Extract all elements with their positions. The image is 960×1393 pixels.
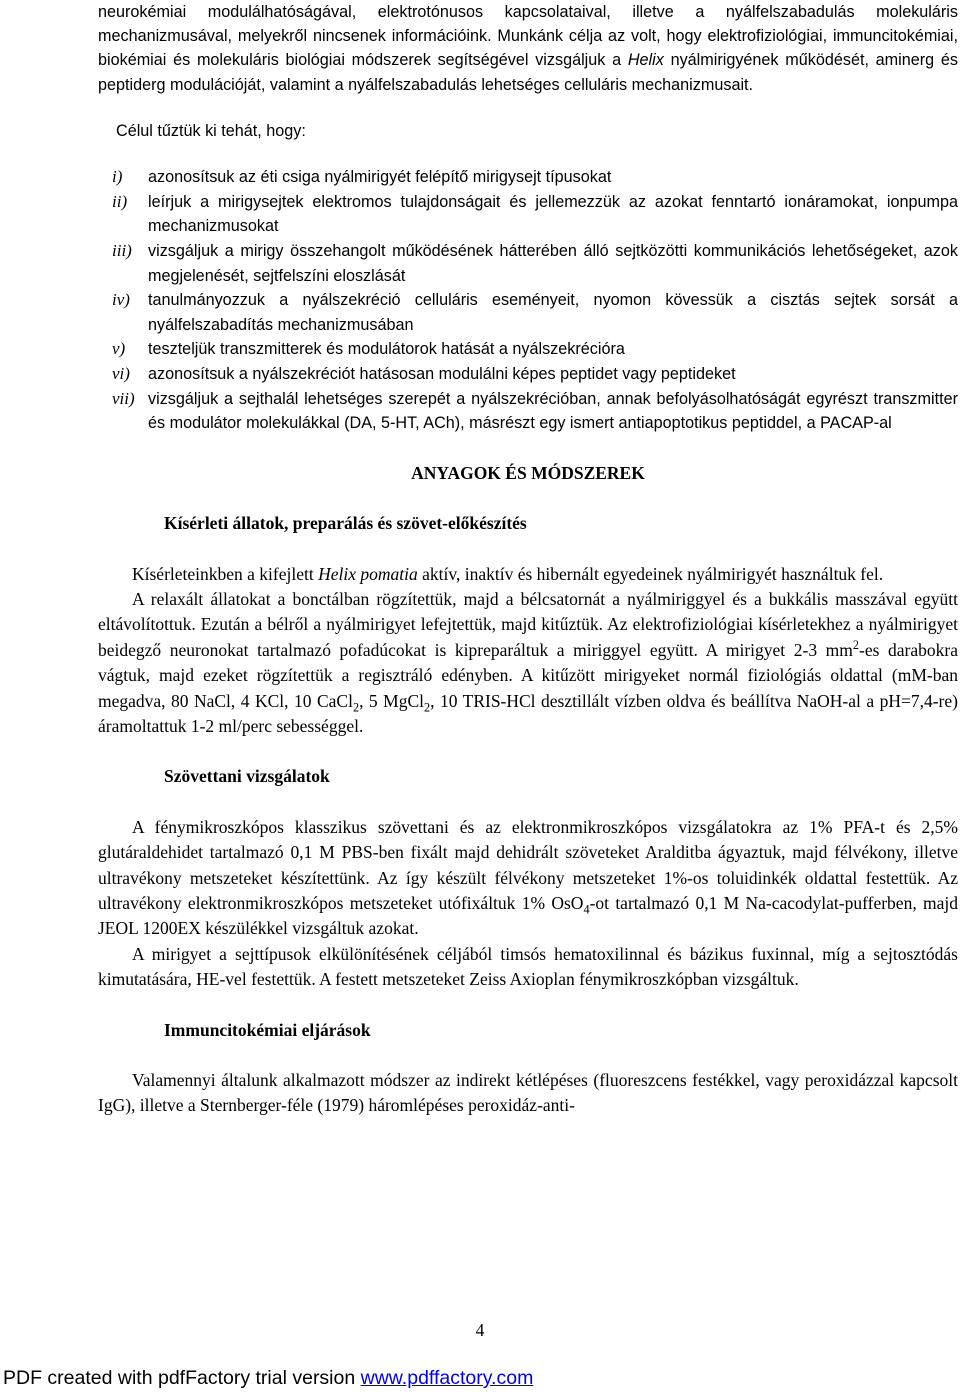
goal-item <box>98 239 958 288</box>
text-span: A relaxált állatokat a bonctálban rögzítettük, majd a bélcsatornát a nyálmiriggyel és a bukkális masszával együtt eltávolítottuk. Ezután a bélről a nyálmirigyet lefejtettük, majd kitűztük. Az elektrofiziológiai kísérletekhez a nyálmirigyet beidegző neuronokat tartalmazó pofadúcokat is kipreparáltuk a miriggyel együtt. A mirigyet 2-3 mm <box>98 588 958 660</box>
paragraph-histology-1 <box>98 815 958 942</box>
goal-text: teszteljük transzmitterek és modulátorok hatását a nyálszekrécióra <box>148 340 625 359</box>
text-span: A fénymikroszkópos klasszikus szövettani és az elektronmikroszkópos vizsgálatokra az 1% PFA-t és 2,5% glutáraldehidet tartalmazó 0,1 M PBS-ben fixált majd dehidrált szöveteket Aralditba ágyaztuk, majd félvékony, illetve ultravékony metszeteket készítettünk. Az így készült félvékony metszeteket 1%-os toluidinkék oldattal festettük. Az ultravékony elektronmikroszkópos metszeteket utófixáltuk 1% OsO <box>98 816 958 914</box>
goal-text: azonosítsuk a nyálszekréciót hatásosan modulálni képes peptidet vagy peptideket <box>148 364 736 383</box>
goal-item <box>98 190 958 239</box>
text-span: -es darabokra vágtuk, majd ezeket rögzítettük a regisztráló edényben. A kitűzött mirigyeket normál fiziológiás oldattal (mM-ban megadva, 80 NaCl, 4 KCl, 10 CaCl <box>98 639 958 711</box>
subsection-title-histology: Szövettani vizsgálatok <box>164 766 330 787</box>
intro-section <box>98 0 958 97</box>
subscript: 4 <box>583 902 590 917</box>
goal-text: azonosítsuk az éti csiga nyálmirigyét felépítő mirigysejt típusokat <box>148 168 612 187</box>
document-page <box>98 0 958 1119</box>
goal-item <box>98 337 958 362</box>
goal-text: vizsgáljuk a sejthalál lehetséges szerepét a nyálszekrécióban, annak befolyásolhatóságát egyrészt transzmitter és modulátor molekulákkal (DA, 5-HT, ACh), másrészt egy ismert antiapoptotikus peptiddel, a PACAP-al <box>148 389 958 433</box>
goal-number: iii) <box>112 241 132 260</box>
page-number: 4 <box>475 1320 485 1340</box>
species-name: Helix pomatia <box>318 563 418 584</box>
text-span: aktív, inaktív és hibernált egyedeinek nyálmirigyét használtuk fel. <box>417 563 884 584</box>
goal-number: vi) <box>112 363 130 383</box>
text-span: , 5 MgCl <box>359 690 424 711</box>
goal-item <box>98 362 958 387</box>
subscript: 2 <box>352 700 360 715</box>
intro-paragraph: neurokémiai modulálhatóságával, elektrotónusos kapcsolataival, illetve a nyálfelszabadulás molekuláris mechanizmusával, melyekről nincsenek információink. Munkánk célja az volt, hogy elektrofiziológiai, immuncitokémiai, biokémiai és molekuláris biológiai módszerek segítségével vizsgáljuk a Helix nyálmirigyének működését, aminerg és peptiderg modulációját, valamint a nyálfelszabadulás lehetséges celluláris mechanizmusait. <box>98 3 958 94</box>
goal-item <box>98 288 958 337</box>
paragraph-animals-1 <box>98 562 958 587</box>
goal-number: iv) <box>112 290 130 310</box>
goal-text: tanulmányozzuk a nyálszekréció celluláris eseményeit, nyomon kövessük a cisztás sejtek sorsát a nyálfelszabadítás mechanizmusában <box>148 291 958 334</box>
subsection-title-animals: Kísérleti állatok, preparálás és szövet-előkészítés <box>164 513 527 534</box>
goal-number: v) <box>112 339 126 359</box>
text-span: Kísérleteinkben a kifejlett <box>132 563 319 584</box>
goal-number: i) <box>112 167 123 187</box>
genus-name: Helix <box>627 51 664 70</box>
pdf-footer <box>3 1366 533 1391</box>
goals-list <box>98 165 958 436</box>
paragraph-histology-2: A mirigyet a sejttípusok elkülönítésének céljából timsós hematoxilinnal és bázikus fuxinnal, míg a sejtosztódás kimutatására, HE-vel festettük. A festett metszeteket Zeiss Axioplan fénymikroszkópban vizsgáltuk. <box>98 943 958 990</box>
goals-title: Célul tűztük ki tehát, hogy: <box>116 121 306 140</box>
paragraph-immuno-1: Valamennyi általunk alkalmazott módszer az indirekt kétlépéses (fluoreszcens festékkel, vagy peroxidázzal kapcsolt IgG), illetve a Sternberger-féle (1979) háromlépéses peroxidáz-anti- <box>98 1070 958 1116</box>
goal-item <box>98 165 958 190</box>
text-span: , 10 TRIS-HCl desztillált vízben oldva és beállítva NaOH-al a pH=7,4-re) áramoltattuk 1-2 ml/perc sebességgel. <box>98 690 958 736</box>
goal-text: leírjuk a mirigysejtek elektromos tulajdonságait és jellemezzük az azokat fenntartó ionáramokat, ionpumpa mechanizmusokat <box>148 192 958 236</box>
goal-text: vizsgáljuk a mirigy összehangolt működésének hátterében álló sejtközötti kommunikációs lehetőségeket, azok megjelenését, sejtfelszíni eloszlását <box>148 242 958 285</box>
footer-text: PDF created with pdfFactory trial version <box>3 1367 361 1389</box>
paragraph-animals-2 <box>98 587 958 739</box>
text-span: -ot tartalmazó 0,1 M Na-cacodylat-pufferben, majd JEOL 1200EX készülékkel vizsgáltuk azokat. <box>98 893 958 939</box>
goal-number: ii) <box>112 191 128 211</box>
subsection-title-immuno: Immuncitokémiai eljárások <box>164 1019 371 1040</box>
footer-link[interactable]: www.pdffactory.com <box>360 1367 534 1389</box>
goal-number: vii) <box>112 388 135 408</box>
subscript: 2 <box>424 700 431 715</box>
section-title: ANYAGOK ÉS MÓDSZEREK <box>411 462 645 483</box>
goal-item <box>98 387 958 436</box>
superscript: 2 <box>852 637 860 652</box>
